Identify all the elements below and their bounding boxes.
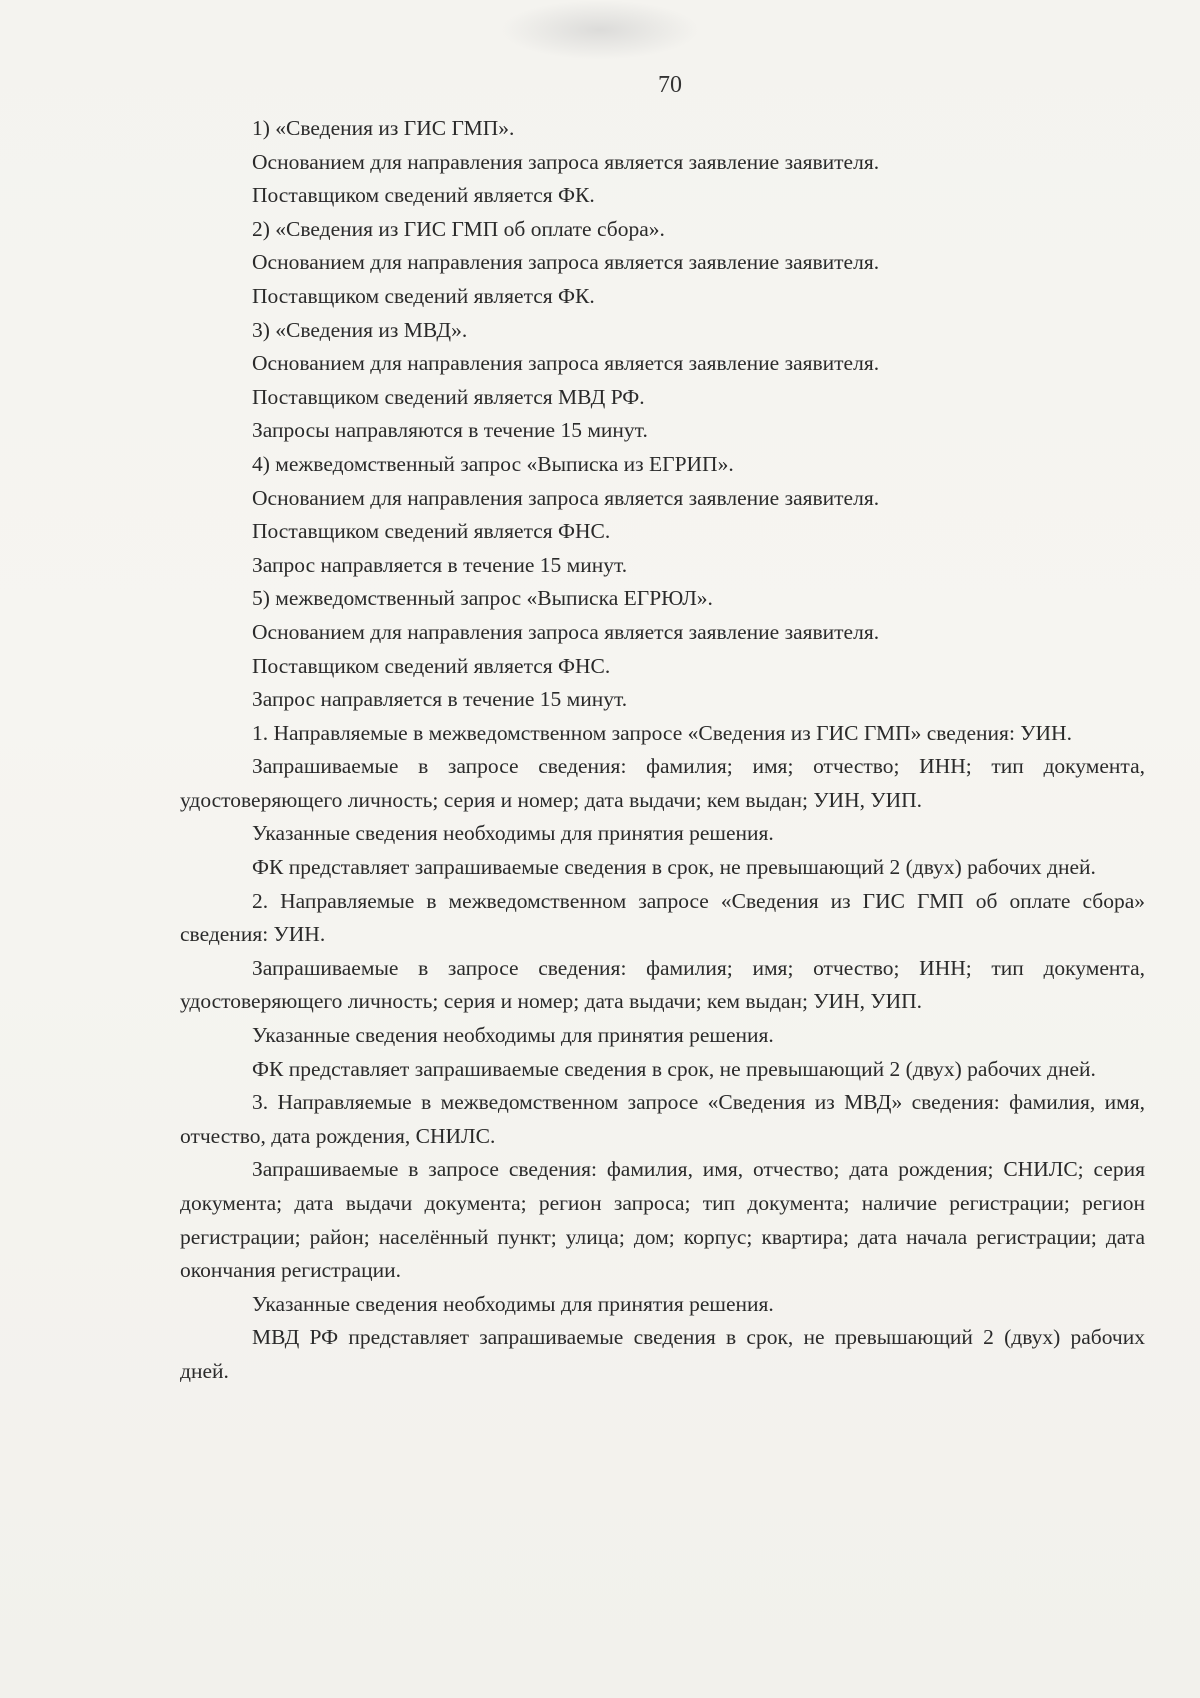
paragraph: 3) «Сведения из МВД».	[252, 317, 468, 342]
paragraph: 5) межведомственный запрос «Выписка ЕГРЮЛ».	[252, 586, 713, 611]
paragraph: 1) «Сведения из ГИС ГМП».	[252, 116, 515, 140]
paragraph: Запрашиваемые в запросе сведения: фамилия; имя; отчество; ИНН; тип документа, удостоверяющего личность; серия и номер; дата выдачи; кем выдан; УИН, УИП.	[180, 955, 1145, 1014]
paragraph: Указанные сведения необходимы для принятия решения.	[252, 821, 774, 846]
paragraph: Запрашиваемые в запросе сведения: фамилия; имя; отчество; ИНН; тип документа, удостоверяющего личность; серия и номер; дата выдачи; кем выдан; УИН, УИП.	[180, 754, 1145, 812]
paragraph: Поставщиком сведений является ФНС.	[252, 519, 611, 544]
scan-artifact	[500, 0, 700, 60]
paragraph: Основанием для направления запроса является заявление заявителя.	[252, 351, 880, 376]
paragraph: 3. Направляемые в межведомственном запросе «Сведения из МВД» сведения: фамилия, имя, отчество, дата рождения, СНИЛС.	[180, 1090, 1145, 1148]
paragraph: Основанием для направления запроса является заявление заявителя.	[252, 250, 880, 275]
paragraph: Поставщиком сведений является МВД РФ.	[252, 384, 645, 409]
paragraph: Запрос направляется в течение 15 минут.	[252, 687, 628, 712]
page-number: 70	[658, 72, 682, 98]
paragraph: Основанием для направления запроса является заявление заявителя.	[252, 619, 880, 644]
paragraph: Запрашиваемые в запросе сведения: фамилия, имя, отчество; дата рождения; СНИЛС; серия документа; дата выдачи документа; регион запроса; тип документа; наличие регистрации; регион регистрации; район; населённый пункт; улица; дом; корпус; квартира; дата начала регистрации; дата окончания регистрации.	[180, 1157, 1145, 1283]
paragraph: Указанные сведения необходимы для принятия решения.	[252, 1023, 774, 1048]
paragraph: МВД РФ представляет запрашиваемые сведения в срок, не превышающий 2 (двух) рабочих дней.	[180, 1325, 1145, 1383]
paragraph: 1. Направляемые в межведомственном запросе «Сведения из ГИС ГМП» сведения: УИН.	[252, 720, 1072, 745]
paragraph: Запрос направляется в течение 15 минут.	[252, 552, 628, 577]
paragraph: Поставщиком сведений является ФК.	[252, 283, 595, 308]
paragraph: 4) межведомственный запрос «Выписка из ЕГРИП».	[252, 451, 734, 476]
paragraph: ФК представляет запрашиваемые сведения в срок, не превышающий 2 (двух) рабочих дней.	[252, 855, 1096, 880]
paragraph: ФК представляет запрашиваемые сведения в срок, не превышающий 2 (двух) рабочих дней.	[252, 1056, 1096, 1081]
paragraph: Поставщиком сведений является ФНС.	[252, 653, 611, 678]
paragraph: Основанием для направления запроса является заявление заявителя.	[252, 149, 880, 174]
document-body	[180, 112, 1145, 1389]
paragraph: Основанием для направления запроса является заявление заявителя.	[252, 485, 880, 510]
paragraph: 2) «Сведения из ГИС ГМП об оплате сбора».	[252, 216, 665, 241]
paragraph: Запросы направляются в течение 15 минут.	[252, 418, 648, 443]
paragraph: 2. Направляемые в межведомственном запросе «Сведения из ГИС ГМП об оплате сбора» сведения: УИН.	[180, 888, 1145, 947]
paragraph: Поставщиком сведений является ФК.	[252, 183, 595, 208]
paragraph: Указанные сведения необходимы для принятия решения.	[252, 1291, 774, 1316]
